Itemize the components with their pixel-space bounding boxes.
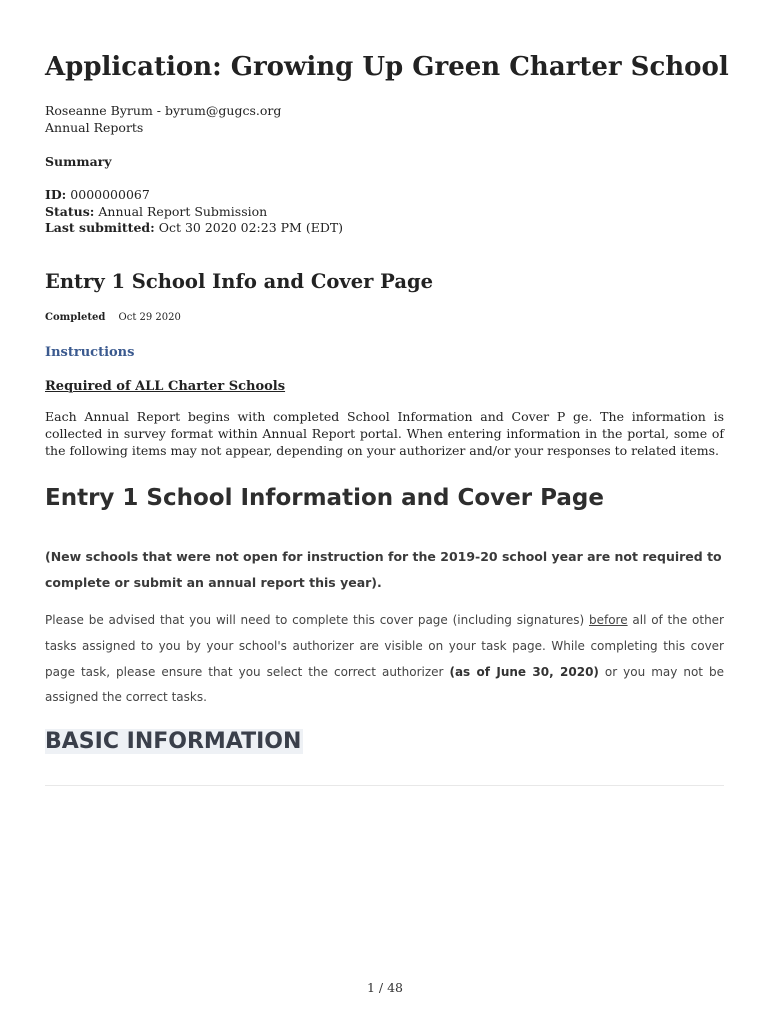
advised-text-3: or you may not be assigned the correct tasks. [45, 664, 725, 705]
advised-paragraph [45, 608, 724, 711]
completed-badge: Completed [45, 312, 106, 323]
advised-text-2: all of the other tasks assigned to you by your school's authorizer are visible on your task page. While completing this cover page task, please ensure that you select the correct authorizer [45, 613, 724, 679]
status-label: Status: [45, 204, 95, 219]
status-row-summary [45, 204, 267, 219]
basic-information-heading: BASIC INFORMATION [45, 729, 302, 754]
category-line: Annual Reports [45, 120, 144, 135]
contact-line: Roseanne Byrum - byrum@gugcs.org [45, 103, 282, 118]
last-submitted-value: Oct 30 2020 02:23 PM (EDT) [158, 220, 344, 235]
page-number: 1 / 48 [366, 980, 404, 995]
completed-date: Oct 29 2020 [118, 312, 181, 323]
id-value: 0000000067 [70, 187, 150, 202]
advised-bold-date: (as of June 30, 2020) [449, 664, 599, 679]
section-title: Entry 1 School Information and Cover Page [45, 485, 604, 511]
section-divider [45, 785, 724, 786]
entry-title: Entry 1 School Info and Cover Page [45, 270, 434, 293]
application-title: Application: Growing Up Green Charter School [45, 52, 729, 82]
last-submitted-label: Last submitted: [45, 220, 155, 235]
last-submitted-row [45, 220, 343, 235]
required-heading: Required of ALL Charter Schools [45, 379, 286, 394]
advised-underlined: before [588, 613, 628, 627]
new-schools-note: (New schools that were not open for instruction for the 2019-20 school year are not required to complete or submit an annual report this year). [45, 549, 722, 590]
intro-paragraph: Each Annual Report begins with completed School Information and Cover P ge. The information is collected in survey format within Annual Report portal. When entering information in the portal, some of the following items may not appear, depending on your authorizer and/or your responses to related items. [45, 409, 724, 458]
id-row [45, 187, 150, 202]
instructions-heading: Instructions [45, 345, 135, 360]
advised-text-1: Please be advised that you will need to complete this cover page (including signatures) [45, 613, 589, 627]
entry-status-row [45, 312, 181, 323]
id-label: ID: [45, 187, 67, 202]
status-value: Annual Report Submission [98, 204, 268, 219]
summary-label: Summary [45, 154, 112, 169]
